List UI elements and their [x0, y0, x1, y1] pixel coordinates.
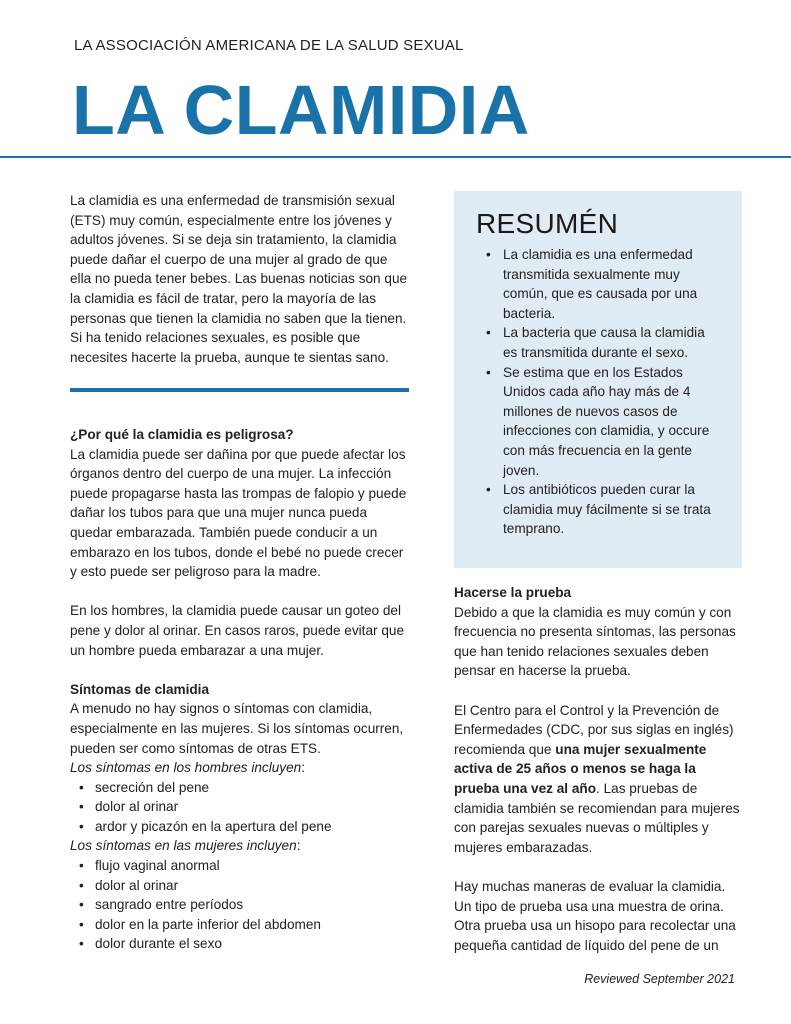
testing-paragraph-1: Debido a que la clamidia es muy común y con frecuencia no presenta síntomas, las personas que han tenido relaciones sexuales deben pensar en hacerse la prueba.	[454, 604, 736, 679]
summary-title: RESUMÉN	[476, 208, 619, 239]
left-column	[70, 425, 410, 954]
list-item: • dolor al orinar	[70, 797, 410, 817]
symptoms-paragraph: A menudo no hay signos o síntomas con clamidia, especialmente en las mujeres. Si los síntomas ocurren, pueden ser como síntomas de otras ETS.	[70, 701, 404, 756]
intro-paragraph: La clamidia es una enfermedad de transmisión sexual (ETS) muy común, especialmente entre los jóvenes y adultos jóvenes. Si se deja sin tratamiento, la clamidia puede dañar el cuerpo de una mujer al grado de que ella no pueda tener bebes. Las buenas noticias son que la clamidia es fácil de tratar, pero la mayoría de las personas que tienen la clamidia no saben que la tienen. Si ha tenido relaciones sexuales, es posible que necesites hacerte la prueba, aunque te sientas sano.	[70, 193, 408, 365]
women-symptoms-label-line	[70, 836, 410, 856]
danger-paragraph-2: En los hombres, la clamidia puede causar un goteo del pene y dolor al orinar. En casos raros, puede evitar que un hombre pueda embarazar a una mujer.	[70, 603, 405, 658]
men-symptoms-list	[70, 778, 410, 837]
list-item: • La bacteria que causa la clamidia es transmitida durante el sexo.	[476, 323, 720, 362]
list-item: • dolor al orinar	[70, 876, 410, 896]
danger-heading: ¿Por qué la clamidia es peligrosa?	[70, 427, 294, 442]
testing-paragraph-3: Hay muchas maneras de evaluar la clamidia. Un tipo de prueba usa una muestra de orina. Otra prueba usa un hisopo para recolectar una pequeña cantidad de líquido del pene de un	[454, 878, 736, 953]
list-item: • ardor y picazón en la apertura del pene	[70, 817, 410, 837]
symptoms-heading: Síntomas de clamidia	[70, 681, 210, 697]
right-column	[454, 583, 744, 955]
list-item: • sangrado entre períodos	[70, 895, 410, 915]
men-symptoms-label-line	[70, 758, 410, 778]
summary-box	[454, 191, 742, 568]
review-date: Reviewed September 2021	[584, 972, 735, 986]
page-title: LA CLAMIDIA	[72, 71, 530, 149]
list-item: • dolor durante el sexo	[70, 934, 410, 954]
women-symptoms-list	[70, 856, 410, 954]
summary-list	[476, 245, 720, 539]
list-item: • Los antibióticos pueden curar la clamidia muy fácilmente si se trata temprano.	[476, 480, 720, 539]
testing-paragraph-2	[454, 701, 744, 858]
testing-heading: Hacerse la prueba	[454, 585, 572, 600]
list-item: • flujo vaginal anormal	[70, 856, 410, 876]
organization-name: LA ASSOCIACIÓN AMERICANA DE LA SALUD SEXUAL	[74, 37, 464, 54]
testing-p2-recommendation: una mujer sexualmente activa de 25 años o menos se haga la prueba una vez al año	[454, 741, 707, 796]
header-divider	[0, 156, 791, 158]
women-symptoms-colon: :	[296, 838, 301, 854]
list-item: • dolor en la parte inferior del abdomen	[70, 915, 410, 935]
testing-p2-start: El Centro para el Control y la Prevención de Enfermedades (CDC, por sus siglas en inglés) recomienda que	[454, 702, 734, 757]
men-symptoms-label: Los síntomas en los hombres incluyen	[70, 760, 302, 776]
section-divider	[70, 388, 409, 392]
list-item: • La clamidia es una enfermedad transmitida sexualmente muy común, que es causada por una bacteria.	[476, 245, 720, 323]
danger-paragraph-1: La clamidia puede ser dañina por que puede afectar los órganos dentro del cuerpo de una mujer. La infección puede propagarse hasta las trompas de falopio y puede dañar los tubos para que una mujer nunca pueda quedar embarazada. También puede conducir a un embarazo en los tubos, donde el bebé no puede crecer y esto puede ser peligroso para la madre.	[70, 446, 407, 580]
women-symptoms-label: Los síntomas en las mujeres incluyen	[70, 838, 297, 854]
list-item: • secreción del pene	[70, 778, 410, 798]
list-item: • Se estima que en los Estados Unidos cada año hay más de 4 millones de nuevos casos de infecciones con clamidia, y occure con más frecuencia en la gente joven.	[476, 363, 720, 481]
men-symptoms-colon: :	[301, 760, 305, 776]
testing-p2-end: . Las pruebas de clamidia también se recomiendan para mujeres con parejas sexuales nuevas o múltiples y mujeres embarazadas.	[454, 780, 740, 855]
